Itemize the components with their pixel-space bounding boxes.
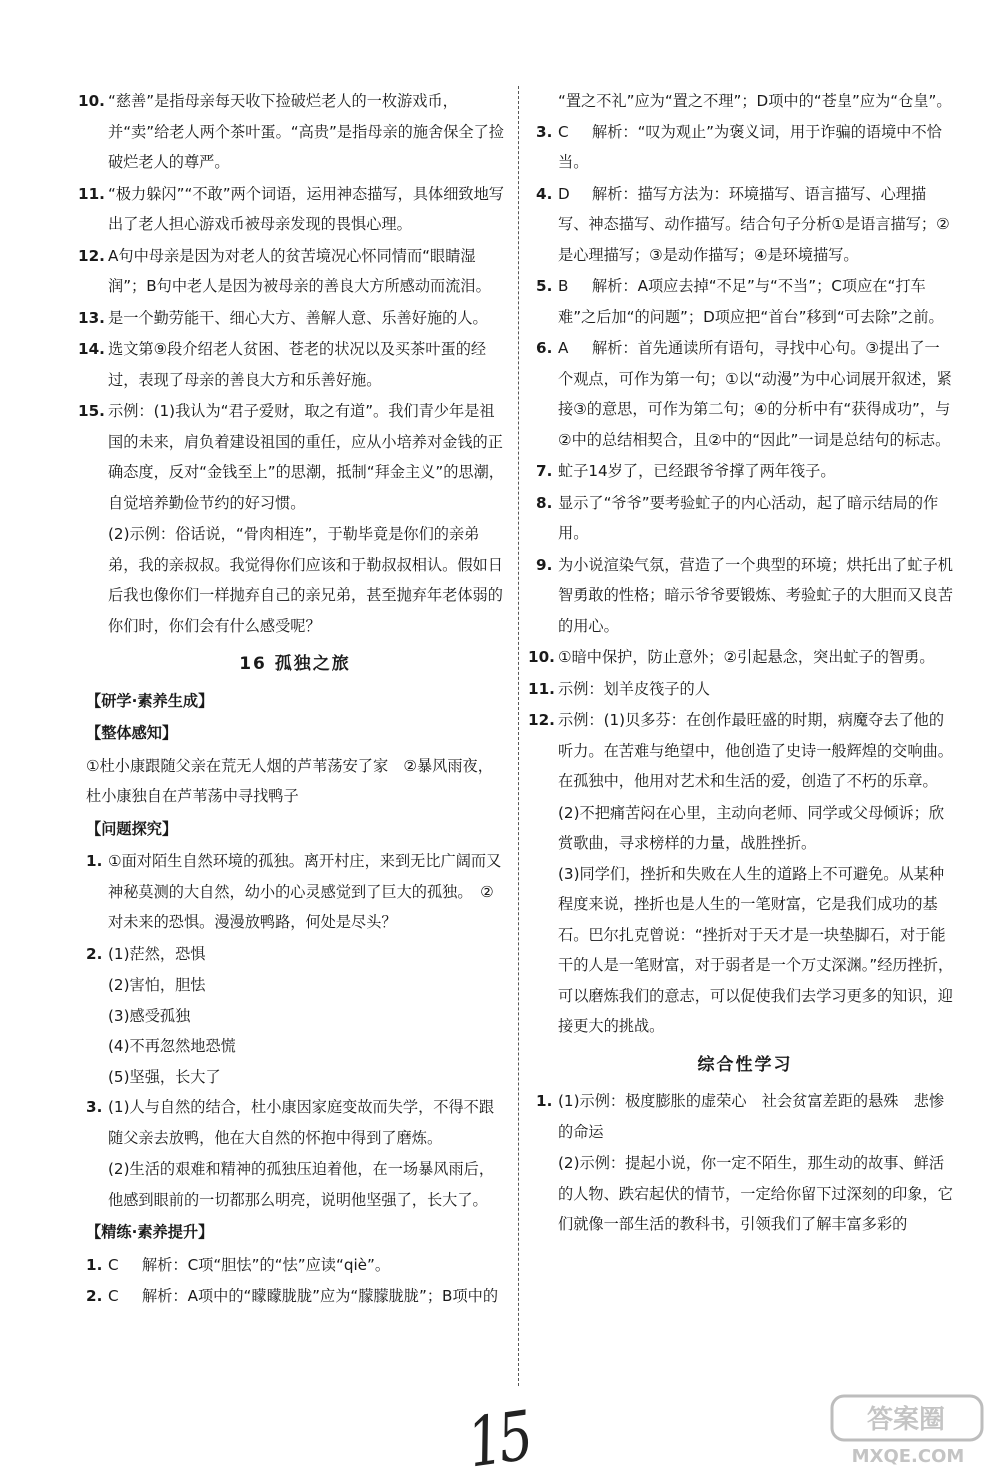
column-divider [518, 86, 519, 1386]
answer-item [536, 456, 954, 487]
answer-item [86, 1281, 504, 1312]
item-number: 2. [86, 944, 103, 963]
section-heading: 【问题探究】 [86, 819, 178, 838]
item-number: 14. [78, 340, 105, 358]
continued-text: “置之不礼”应为“置之不理”；D项中的“苍皇”应为“仓皇”。 [558, 92, 952, 110]
answer-subitem: (2)示例：提起小说，你一定不陌生，那生动的故事、鲜活的人物、跌宕起伏的情节，一定给你留下过深刻的印象，它们就像一部生活的教科书，引领我们了解丰富多彩的 [558, 1154, 953, 1233]
section-heading: 【研学·素养生成】 [86, 691, 214, 710]
section-heading: 【精练·素养提升】 [86, 1223, 214, 1241]
item-text: (1)茫然，恐惧 [108, 944, 206, 963]
item-number: 10. [528, 648, 555, 666]
item-number: 7. [536, 462, 553, 480]
answer-item [78, 86, 504, 178]
item-number: 3. [536, 122, 553, 141]
page-number: 15 [462, 1396, 534, 1483]
answer-letter: A [558, 339, 569, 357]
item-number: 9. [536, 555, 553, 574]
answer-item [86, 1092, 504, 1153]
item-number: 8. [536, 493, 553, 512]
item-text: 示例：(1)贝多芬：在创作最旺盛的时期，病魔夺去了他的听力。在苦难与绝望中，他创造了史诗一般辉煌的交响曲。在孤独中，他用对艺术和生活的爱，创造了不朽的乐章。 [558, 711, 953, 790]
item-text: 解析：A项中的“矇矇胧胧”应为“朦朦胧胧”；B项中的 [142, 1287, 499, 1305]
watermark-logo [828, 1390, 988, 1470]
answer-item [86, 1250, 504, 1281]
answer-item [528, 674, 954, 705]
item-number: 3. [86, 1098, 103, 1116]
answer-item [78, 303, 504, 334]
answer-item [536, 333, 954, 455]
answer-subitem: (2)害怕，胆怯 [108, 976, 206, 994]
answer-item [528, 705, 954, 797]
item-text: 是一个勤劳能干、细心大方、善解人意、乐善好施的人。 [108, 308, 488, 327]
answer-item [78, 179, 504, 240]
item-text: 解析：A项应去掉“不足”与“不当”；C项应在“打车难”之后加“的问题”；D项应把“首台”移到“可去除”之前。 [558, 277, 944, 326]
item-text: 显示了“爷爷”要考验虻子的内心活动，起了暗示结局的作用。 [558, 493, 939, 542]
answer-item [528, 642, 954, 673]
item-number: 1. [86, 852, 103, 870]
answer-subitem: (3)感受孤独 [108, 1006, 191, 1025]
item-number: 5. [536, 277, 553, 295]
item-text: (1)示例：极度膨胀的虚荣心 社会贫富差距的悬殊 悲惨的命运 [558, 1092, 945, 1141]
item-number: 4. [536, 184, 553, 203]
answer-subitem: (2)不把痛苦闷在心里，主动向老师、同学或父母倾诉；欣赏歌曲，寻求榜样的力量，战胜挫折。 [558, 803, 945, 852]
answer-item [78, 241, 504, 302]
paragraph: ①杜小康跟随父亲在荒无人烟的芦苇荡安了家 ②暴风雨夜，杜小康独自在芦苇荡中寻找鸭子 [86, 756, 493, 805]
answer-item [78, 396, 504, 518]
answer-item [536, 271, 954, 332]
item-text: (1)人与自然的结合，杜小康因家庭变故而失学，不得不跟随父亲去放鸭，他在大自然的怀抱中得到了磨炼。 [108, 1098, 495, 1147]
answer-letter: C [108, 1287, 119, 1305]
item-text: 为小说渲染气氛，营造了一个典型的环境；烘托出了虻子机智勇敢的性格；暗示爷爷要锻炼、考验虻子的大胆而又良苦的用心。 [558, 555, 953, 635]
item-number: 13. [78, 308, 105, 327]
item-number: 10. [78, 92, 105, 110]
answer-subitem: (2)生活的艰难和精神的孤独压迫着他，在一场暴风雨后，他感到眼前的一切都那么明亮，说明他坚强了，长大了。 [108, 1160, 495, 1209]
answer-item [86, 846, 504, 938]
answer-item [86, 939, 504, 970]
item-text: 选文第⑨段介绍老人贫困、苍老的状况以及买茶叶蛋的经过，表现了母亲的善良大方和乐善好施。 [108, 340, 487, 389]
section-title: 16 孤独之旅 [239, 654, 351, 674]
item-number: 11. [528, 679, 555, 698]
item-text: “慈善”是指母亲每天收下捡破烂老人的一枚游戏币，并“卖”给老人两个茶叶蛋。“高贵”是指母亲的施舍保全了捡破烂老人的尊严。 [108, 92, 504, 171]
item-number: 15. [78, 402, 105, 420]
item-text: 虻子14岁了，已经跟爷爷撑了两年筏子。 [558, 462, 836, 480]
item-text: 解析：C项“胆怯”的“怯”应读“qiè”。 [142, 1255, 391, 1274]
watermark-text: 答案圈 [866, 1405, 946, 1435]
item-text: 解析：“叹为观止”为褒义词，用于诈骗的语境中不恰当。 [558, 122, 942, 171]
answer-letter: C [558, 122, 569, 141]
item-text: ①暗中保护，防止意外；②引起悬念，突出虻子的智勇。 [558, 648, 935, 666]
item-number: 12. [78, 246, 105, 265]
item-number: 6. [536, 339, 553, 357]
answer-letter: C [108, 1255, 119, 1274]
answer-letter: D [558, 184, 570, 203]
answer-item [536, 117, 954, 178]
watermark-url: MXQE.COM [851, 1446, 965, 1467]
item-number: 12. [528, 711, 555, 729]
answer-item [536, 550, 954, 642]
section-heading: 【整体感知】 [86, 724, 178, 742]
item-text: ①面对陌生自然环境的孤独。离开村庄，来到无比广阔而又神秘莫测的大自然，幼小的心灵感觉到了巨大的孤独。 ②对未来的恐惧。漫漫放鸭路，何处是尽头？ [108, 852, 502, 931]
answer-letter: B [558, 277, 569, 295]
answer-subitem: (5)坚强，长大了 [108, 1067, 221, 1086]
answer-subitem: (4)不再忽然地恐慌 [108, 1037, 236, 1055]
item-text: 示例：划羊皮筏子的人 [558, 679, 710, 698]
item-number: 2. [86, 1287, 103, 1305]
answer-item [78, 334, 504, 395]
item-text: “极力躲闪”“不敢”两个词语，运用神态描写，具体细致地写出了老人担心游戏币被母亲发现的畏惧心理。 [108, 184, 504, 233]
answer-item [536, 179, 954, 271]
answer-subitem: (3)同学们，挫折和失败在人生的道路上不可避免。从某种程度来说，挫折也是人生的一笔财富，它是我们成功的基石。巴尔扎克曾说：“挫折对于天才是一块垫脚石，对于能干的人是一笔财富，对于弱者是一个万丈深渊。”经历挫折，可以磨炼我们的意志，可以促使我们去学习更多的知识，迎接更大的挑战。 [558, 864, 954, 1035]
right-column [528, 86, 954, 1240]
answer-subitem: (2)示例：俗话说，“骨肉相连”，于勒毕竟是你们的亲弟弟，我的亲叔叔。我觉得你们应该和于勒叔叔相认。假如日后我也像你们一样抛弃自己的亲兄弟，甚至抛弃年老体弱的你们时，你们会有什么感受呢？ [108, 525, 503, 635]
item-text: 解析：首先通读所有语句，寻找中心句。③提出了一个观点，可作为第一句；①以“动漫”为中心词展开叙述，紧接③的意思，可作为第二句；④的分析中有“获得成功”，与②中的总结相契合，且②中的“因此”一词是总结句的标志。 [558, 339, 952, 449]
item-text: 示例：(1)我认为“君子爱财，取之有道”。我们青少年是祖国的未来，肩负着建设祖国的重任，应从小培养对金钱的正确态度，反对“金钱至上”的思潮，抵制“拜金主义”的思潮，自觉培养勤俭节约的好习惯。 [108, 402, 504, 512]
item-text: 解析：描写方法为：环境描写、语言描写、心理描写、神态描写、动作描写。结合句子分析①是语言描写；②是心理描写；③是动作描写；④是环境描写。 [558, 184, 950, 264]
item-number: 1. [86, 1255, 103, 1274]
item-number: 11. [78, 184, 105, 203]
item-number: 1. [536, 1092, 553, 1110]
section-title: 综合性学习 [697, 1054, 793, 1075]
item-text: A句中母亲是因为对老人的贫苦境况心怀同情而“眼睛湿润”；B句中老人是因为被母亲的善良大方所感动而流泪。 [108, 246, 491, 295]
left-column [78, 86, 504, 1313]
answer-item [536, 1086, 954, 1147]
answer-item [536, 488, 954, 549]
